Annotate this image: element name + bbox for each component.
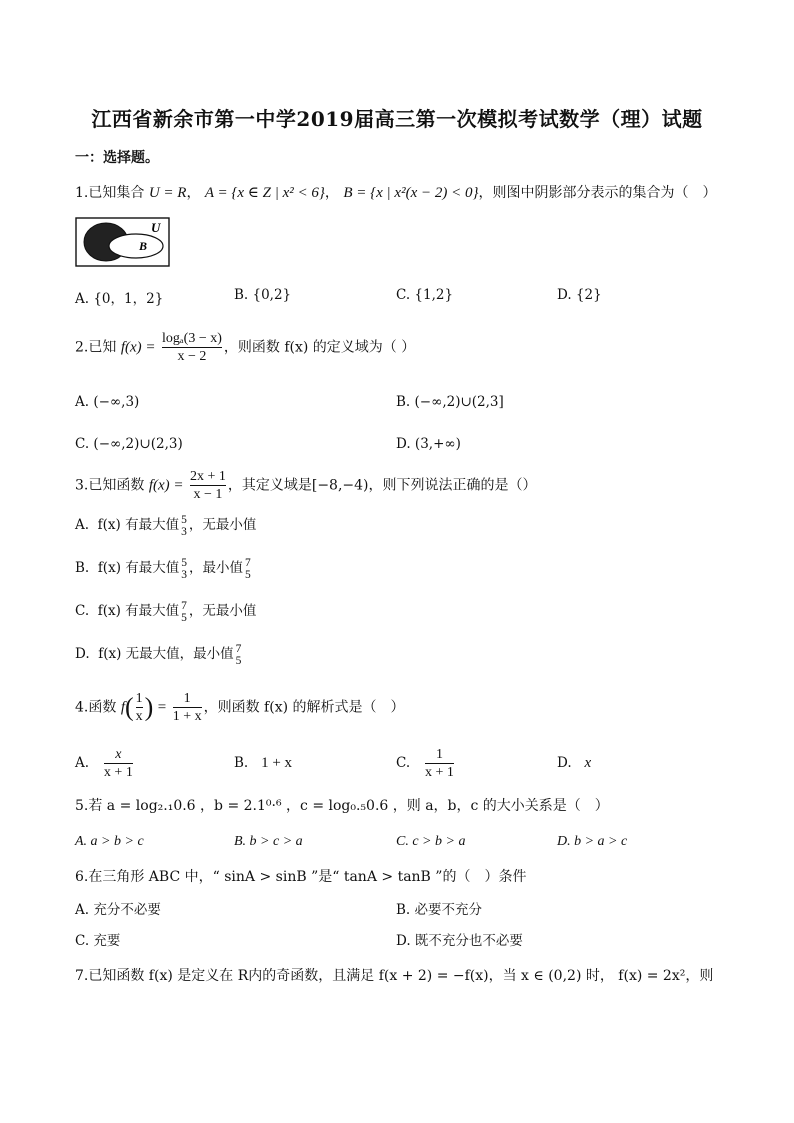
question-2 xyxy=(75,330,415,365)
q3-option-a xyxy=(75,513,256,538)
function-expr: f(x) = xyxy=(120,339,156,356)
fraction-numerator: 7 xyxy=(181,599,187,612)
venn-label-b: B xyxy=(139,239,148,253)
option-text: ，无最小值 xyxy=(188,603,257,619)
question-text: 已知集合 xyxy=(88,185,145,201)
q6-option-b: B. 必要不充分 xyxy=(396,902,483,918)
fraction xyxy=(245,557,251,581)
option-label: C. xyxy=(75,603,90,619)
question-text: 已知 xyxy=(88,339,117,356)
question-number: 3. xyxy=(75,477,89,494)
fraction xyxy=(425,746,454,781)
question-text: 已知函数 f(x) 是定义在 R内的奇函数，且满足 f(x + 2) = −f(x)，当 x ∈ (0,2) 时， f(x) = 2x²，则 xyxy=(88,968,714,984)
q2-option-c: C. (−∞,2)∪(2,3) xyxy=(75,436,183,452)
q4-option-a xyxy=(75,746,135,781)
fraction-denominator: 5 xyxy=(245,568,251,581)
option-text: f(x) 有最大值 xyxy=(97,517,180,533)
question-text: ，则函数 f(x) 的解析式是（ ） xyxy=(203,699,405,716)
fraction-denominator: x xyxy=(135,709,143,724)
question-number: 5. xyxy=(75,798,89,814)
fraction xyxy=(236,643,242,667)
question-number: 4. xyxy=(75,699,89,716)
q4-option-b xyxy=(234,755,292,772)
question-number: 1. xyxy=(75,185,89,201)
fraction-denominator: 5 xyxy=(235,654,242,667)
q3-option-c xyxy=(75,599,256,624)
question-text: ，则图中阴影部分表示的集合为（ ） xyxy=(478,185,717,201)
fraction-numerator: 5 xyxy=(181,513,187,526)
question-4: 4.函数 f( $\frac{1}{x}$ ) = $\frac{1}{1 + x}$ ，则函数 f(x) 的解析式是（ ） xyxy=(75,691,405,724)
q1-option-c: C. {1,2} xyxy=(396,287,454,303)
option-text: f(x) 有最大值 xyxy=(97,603,180,619)
set-a: A = {x ∈ Z | x² < 6} xyxy=(204,185,325,201)
option-text: ，无最小值 xyxy=(188,517,257,533)
option-label: D. xyxy=(557,755,572,771)
fraction-numerator: x xyxy=(115,747,122,762)
fraction-numerator: 2x + 1 xyxy=(189,469,226,484)
q5-option-d: D. b > a > c xyxy=(557,834,628,849)
option-text: f(x) 无最大值，最小值 xyxy=(98,646,234,662)
q6-option-a: A. 充分不必要 xyxy=(75,902,161,918)
fraction-numerator: 1 xyxy=(435,747,443,762)
question-text: ，则函数 f(x) 的定义域为（ ） xyxy=(223,339,416,356)
option-label: B. xyxy=(75,560,90,576)
q4-option-c xyxy=(396,746,456,781)
option-label: B. xyxy=(234,755,249,771)
q2-option-d: D. (3,+∞) xyxy=(396,436,461,452)
q3-option-b xyxy=(75,556,253,581)
equals-sign: = xyxy=(157,699,167,716)
fraction-numerator: 1 xyxy=(135,691,143,706)
q2-option-a: A. (−∞,3) xyxy=(75,394,140,410)
question-text: 已知函数 xyxy=(88,477,145,494)
fraction xyxy=(181,514,187,538)
q1-option-a: A. {0，1，2} xyxy=(75,291,164,307)
option-label: A. xyxy=(75,755,90,771)
question-text: ，其定义域是[−8,−4)，则下列说法正确的是（） xyxy=(227,477,537,494)
option-label: C. xyxy=(396,755,411,771)
venn-label-u: U xyxy=(151,220,161,235)
q1-option-d: D. {2} xyxy=(557,287,602,303)
q5-option-b: B. b > c > a xyxy=(234,834,303,849)
q6-option-d: D. 既不充分也不必要 xyxy=(396,933,523,949)
fraction xyxy=(173,690,202,725)
option-label: A. xyxy=(75,517,90,533)
option-text: 1 + x xyxy=(261,755,293,771)
option-text: ，最小值 xyxy=(189,560,243,576)
q5-option-c: C. c > b > a xyxy=(396,834,466,849)
function-expr: f(x) = xyxy=(148,477,184,494)
question-3 xyxy=(75,468,537,503)
fraction-denominator: x + 1 xyxy=(103,765,133,780)
option-text: f(x) 有最大值 xyxy=(97,560,180,576)
question-number: 6. xyxy=(75,869,89,885)
fraction-denominator: 3 xyxy=(181,568,187,581)
fraction xyxy=(190,468,226,503)
fraction xyxy=(181,600,187,624)
function-name: f xyxy=(120,699,125,716)
fraction-numerator: logₐ(3 − x) xyxy=(161,331,222,346)
fraction-numerator: 5 xyxy=(181,556,187,569)
venn-diagram xyxy=(75,216,171,268)
set-b: B = {x | x²(x − 2) < 0} xyxy=(343,185,479,201)
question-1: 1.已知集合 U = R， A = {x ∈ Z | x² < 6}， B = {x | x²(x − 2) < 0}，则图中阴影部分表示的集合为（ ） xyxy=(75,185,717,201)
set-u: U = R xyxy=(148,185,187,201)
fraction-numerator: 7 xyxy=(235,642,242,655)
fraction-denominator: x − 1 xyxy=(190,485,226,503)
fraction-denominator: 5 xyxy=(181,611,187,624)
q2-option-b: B. (−∞,2)∪(2,3] xyxy=(396,394,504,410)
q3-option-d xyxy=(75,642,243,667)
q1-option-b: B. {0,2} xyxy=(234,287,292,303)
question-number: 2. xyxy=(75,339,89,356)
q5-option-a: A. a > b > c xyxy=(75,834,144,849)
question-text: 在三角形 ABC 中，“ sinA > sinB ”是“ tanA > tanB ”的（ ）条件 xyxy=(88,869,527,885)
question-text: 若 a = log₂.₁0.6 ，b = 2.1⁰·⁶ ，c = log₀.₅0.6 ，则 a，b，c 的大小关系是（ ） xyxy=(88,798,609,814)
q6-option-c: C. 充要 xyxy=(75,933,121,949)
question-5 xyxy=(75,795,609,815)
question-6 xyxy=(75,866,526,886)
fraction-denominator: 3 xyxy=(181,525,187,538)
fraction-denominator: x + 1 xyxy=(425,765,454,780)
question-7 xyxy=(75,965,713,985)
option-label: D. xyxy=(75,646,90,662)
page-title: 江西省新余市第一中学2019届高三第一次模拟考试数学（理）试题 xyxy=(91,107,703,131)
fraction-numerator: 1 xyxy=(183,691,191,706)
venn-set-b xyxy=(109,234,163,258)
option-text: x xyxy=(584,755,592,771)
fraction-numerator: 7 xyxy=(245,556,251,569)
fraction xyxy=(181,557,187,581)
fraction xyxy=(162,330,222,365)
fraction-denominator: 1 + x xyxy=(172,709,202,724)
fraction-denominator: x − 2 xyxy=(162,347,222,365)
question-number: 7. xyxy=(75,968,89,984)
section-heading: 一：选择题。 xyxy=(75,150,159,166)
fraction xyxy=(136,690,143,725)
q4-option-d xyxy=(557,755,591,772)
question-text: 函数 xyxy=(88,699,117,716)
fraction xyxy=(104,746,133,781)
